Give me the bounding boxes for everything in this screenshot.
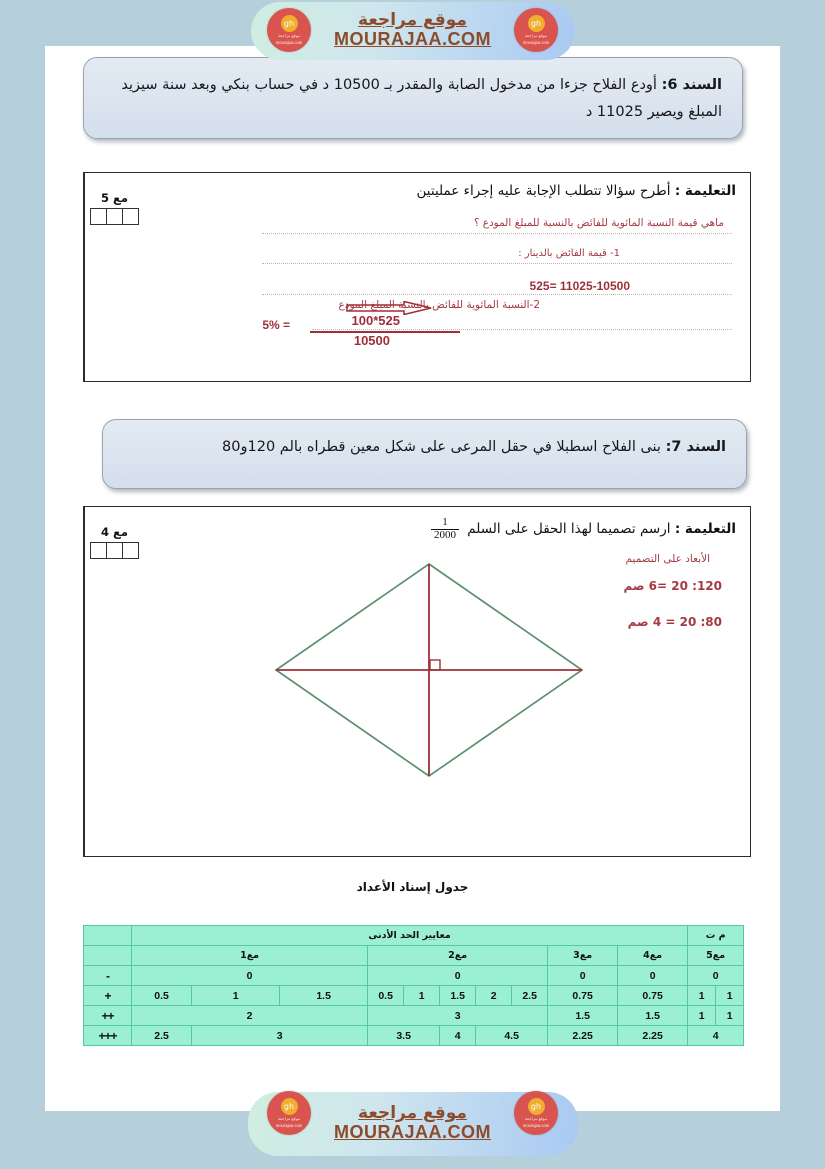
logo-mark: gh [281, 1098, 298, 1115]
criteria-blank [84, 946, 132, 966]
annotation-title: الأبعاد على التصميم [625, 553, 710, 565]
document-page [45, 0, 780, 1169]
cell-value: 2.25 [548, 1026, 618, 1046]
table-row [84, 966, 744, 986]
instruction-text: ارسم تصميما لهذا الحقل على السلم [467, 521, 671, 538]
table-row-header [84, 926, 744, 946]
table-row [84, 1006, 744, 1026]
cell-value: 2.5 [132, 1026, 192, 1046]
table-row [84, 1026, 744, 1046]
source-6-label: السند 6: [661, 77, 722, 93]
header-mt: م ت [688, 926, 744, 946]
cell-value: 1 [688, 1006, 716, 1026]
header-brand-banner [45, 0, 780, 62]
brand-logo-icon-left [267, 1091, 311, 1135]
grades-table-title: جدول إسناد الأعداد [356, 880, 469, 894]
row-symbol: + [84, 986, 132, 1006]
brand-title-ar: موقع مراجعة [358, 1103, 467, 1124]
score-box[interactable] [90, 208, 107, 225]
brand-logo-icon-left [267, 8, 311, 52]
source-box-6 [83, 57, 743, 139]
cell-value: 0 [132, 966, 368, 986]
criterion-column-5 [84, 173, 144, 381]
score-box[interactable] [106, 542, 123, 559]
answer-result: = 5% [262, 318, 290, 332]
cell-value: 3 [368, 1006, 548, 1026]
table-row [84, 986, 744, 1006]
criterion-label: مع 5 [101, 191, 128, 205]
exercise-5-work-area[interactable] [144, 173, 750, 381]
criteria-4: مع4 [618, 946, 688, 966]
criteria-3: مع3 [548, 946, 618, 966]
cell-value: 0 [368, 966, 548, 986]
cell-value: 2 [476, 986, 512, 1006]
cell-value: 0 [618, 966, 688, 986]
score-box[interactable] [122, 208, 139, 225]
cell-value: 2 [132, 1006, 368, 1026]
cell-value: 4 [688, 1026, 744, 1046]
header-criteria: معايير الحد الأدنى [132, 926, 688, 946]
cell-value: 1 [688, 986, 716, 1006]
cell-value: 0.75 [618, 986, 688, 1006]
exercise-block-4 [83, 506, 751, 857]
criteria-5: مع5 [688, 946, 744, 966]
answer-step2-label: 2-النسبة المائوية للفائض بالنسبة المبلغ المودع [338, 299, 540, 311]
cell-value: 2.5 [512, 986, 548, 1006]
criterion-column-4 [84, 507, 144, 856]
score-box[interactable] [106, 208, 123, 225]
row-symbol: +++ [84, 1026, 132, 1046]
row-symbol: - [84, 966, 132, 986]
logo-caption-ar: موقع مراجعة [524, 1115, 548, 1121]
cell-value: 0 [548, 966, 618, 986]
source-box-7 [102, 419, 747, 489]
ruled-line [262, 294, 732, 295]
scale-fraction [431, 517, 459, 541]
answer-step1-calc: 11025-10500 =525 [529, 279, 630, 293]
annotation-line-2: 80: 20 = 4 صم [627, 615, 722, 629]
cell-value: 1.5 [440, 986, 476, 1006]
cell-value: 0 [688, 966, 744, 986]
criterion-label: مع 4 [101, 525, 128, 539]
criteria-1: مع1 [132, 946, 368, 966]
instruction-text: أطرح سؤالا تتطلب الإجابة عليه إجراء عمليتين [416, 183, 671, 199]
instruction-label: التعليمة : [674, 521, 736, 538]
cell-value: 0.75 [548, 986, 618, 1006]
exercise-5-instruction [417, 183, 736, 199]
cell-value: 1.5 [280, 986, 368, 1006]
cell-value: 3 [192, 1026, 368, 1046]
logo-caption-ar: موقع مراجعة [277, 1115, 301, 1121]
cell-value: 1.5 [618, 1006, 688, 1026]
rhombus-figure [264, 552, 594, 782]
criteria-2: مع2 [368, 946, 548, 966]
cell-value: 0.5 [132, 986, 192, 1006]
score-boxes[interactable] [91, 208, 139, 225]
ruled-line [262, 233, 732, 234]
brand-domain[interactable]: MOURAJAA.COM [334, 1122, 491, 1143]
cell-value: 4.5 [476, 1026, 548, 1046]
logo-caption-en: mourajaa.com [275, 1122, 303, 1128]
source-7-label: السند 7: [665, 439, 726, 455]
cell-value: 1 [404, 986, 440, 1006]
instruction-label: التعليمة : [674, 183, 736, 199]
logo-caption-en: mourajaa.com [275, 39, 303, 45]
brand-domain[interactable]: MOURAJAA.COM [334, 29, 491, 50]
footer-brand-banner [45, 1079, 780, 1169]
header-blank [84, 926, 132, 946]
right-angle-marker-icon [430, 660, 440, 670]
logo-mark: gh [528, 1098, 545, 1115]
logo-caption-ar: موقع مراجعة [524, 32, 548, 38]
table-row-criteria [84, 946, 744, 966]
cell-value: 1 [716, 1006, 744, 1026]
cell-value: 2.25 [618, 1026, 688, 1046]
score-box[interactable] [122, 542, 139, 559]
fraction-numerator: 525*100 [351, 313, 400, 328]
logo-caption-en: mourajaa.com [522, 1122, 550, 1128]
source-6-text: أودع الفلاح جزءا من مدخول الصابة والمقدر بـ 10500 د في حساب بنكي وبعد سنة سيزيد المبلغ ويصير 11025 د [121, 77, 722, 120]
score-box[interactable] [90, 542, 107, 559]
exercise-block-5 [83, 172, 751, 382]
logo-mark: gh [281, 15, 298, 32]
cell-value: 1 [192, 986, 280, 1006]
logo-caption-en: mourajaa.com [522, 39, 550, 45]
logo-caption-ar: موقع مراجعة [277, 32, 301, 38]
cell-value: 0.5 [368, 986, 404, 1006]
brand-logo-icon-right [514, 8, 558, 52]
grades-table [83, 925, 744, 1046]
cell-value: 1.5 [548, 1006, 618, 1026]
source-7-text: بنى الفلاح اسطبلا في حقل المرعى على شكل معين قطراه بالم 120و80 [222, 439, 661, 455]
ruled-line [262, 263, 732, 264]
cell-value: 1 [716, 986, 744, 1006]
brand-title-ar: موقع مراجعة [358, 10, 467, 31]
brand-logo-icon-right [514, 1091, 558, 1135]
annotation-line-1: 120: 20 =6 صم [623, 579, 722, 593]
cell-value: 3.5 [368, 1026, 440, 1046]
score-boxes[interactable] [91, 542, 139, 559]
scale-denominator: 2000 [431, 529, 459, 542]
answer-step1-label: 1- قيمة الفائض بالدينار : [518, 248, 620, 259]
answer-question: ماهي قيمة النسبة المائوية للفائض بالنسبة للمبلغ المودع ؟ [473, 217, 724, 229]
scale-numerator: 1 [442, 516, 448, 528]
exercise-4-instruction [427, 517, 736, 541]
ruled-line [312, 329, 732, 330]
row-symbol: ++ [84, 1006, 132, 1026]
cell-value: 4 [440, 1026, 476, 1046]
logo-mark: gh [528, 15, 545, 32]
fraction-denominator: 10500 [353, 333, 390, 348]
exercise-4-work-area[interactable] [144, 507, 750, 856]
